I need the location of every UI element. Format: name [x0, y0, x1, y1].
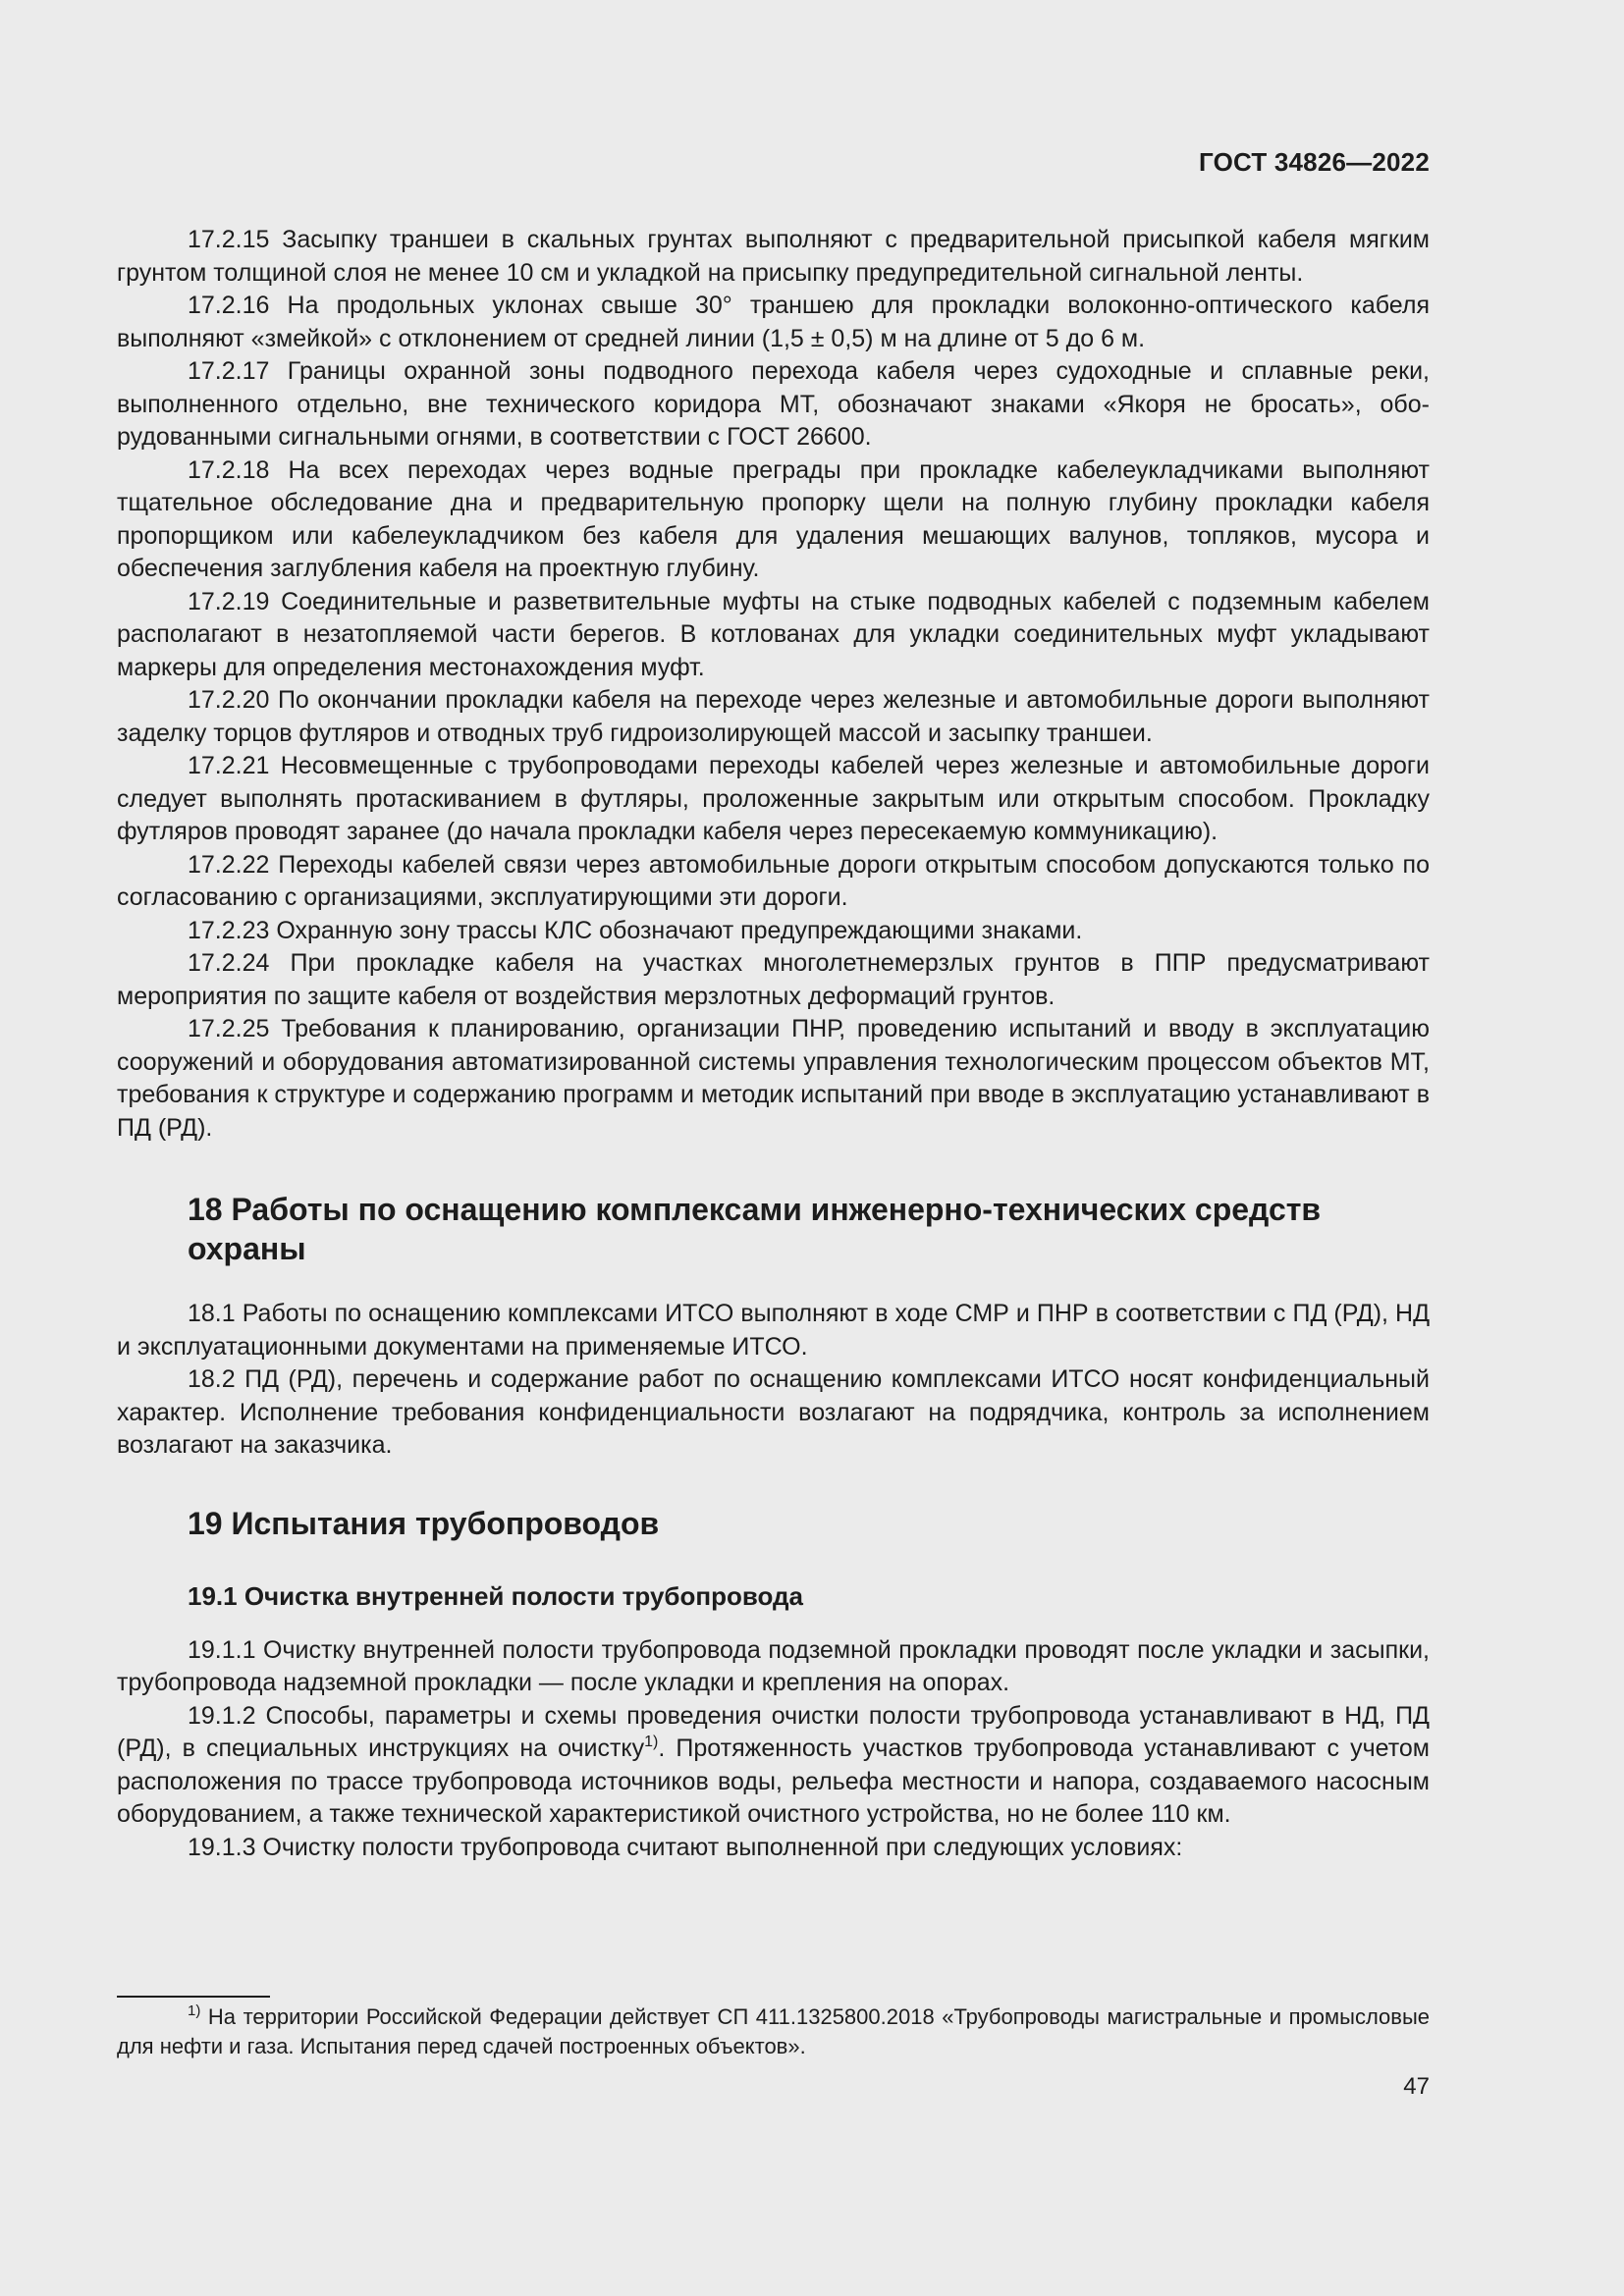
paragraph-19-1-1: 19.1.1 Очистку внутренней полости трубопровода подземной прокладки проводят после укладки и засыпки, трубопровода надземной прокладки — после укладки и крепления на опорах. — [117, 1635, 1430, 1696]
footnote-text: На территории Российской Федерации действует СП 411.1325800.2018 «Трубопроводы магистральные и промысловые для нефти и газа. Испытания перед сдачей построенных объектов». — [117, 2004, 1430, 2058]
footnote-mark: 1) — [188, 2002, 201, 2019]
paragraph-19-1-3: 19.1.3 Очистку полости трубопровода считают выполненной при следующих условиях: — [188, 1833, 1183, 1861]
paragraph-17-2-24: 17.2.24 При прокладке кабеля на участках многолетнемерзлых грунтов в ППР предусматривают мероприятия по защите кабеля от воздействия мерзлотных деформаций грунтов. — [117, 949, 1430, 1010]
footnote — [117, 2002, 1430, 2061]
paragraph-17-2-25: 17.2.25 Требования к планированию, организации ПНР, проведению испытаний и вводу в эксплуатацию сооружений и оборудования автоматизированной системы управления технологическим процессом объектов МТ, требования к структуре и содержанию программ и методик испытаний при вводе в эксплуатацию устанавливают в ПД (РД). — [117, 1015, 1430, 1142]
paragraph-17-2-19: 17.2.19 Соединительные и разветвительные муфты на стыке подводных кабелей с подземным кабелем располагают в незатопляемой части берегов. В котлованах для укладки соединительных муфт укладывают маркеры для определения местонахождения муфт. — [117, 587, 1430, 681]
paragraph-17-2-18: 17.2.18 На всех переходах через водные преграды при прокладке кабелеукладчиками выполняют тщательное обследование дна и предварительную пропорку щели на полную глубину прокладки кабеля пропорщиком или кабелеукладчиком без кабеля для удаления мешающих валунов, топляков, мусора и обеспечения заглубления кабеля на проектную глубину. — [117, 455, 1430, 582]
section-18-heading: 18 Работы по оснащению комплексами инженерно-технических средств охраны — [188, 1192, 1322, 1266]
subsection-19-1-heading: 19.1 Очистка внутренней полости трубопровода — [188, 1580, 803, 1611]
footnote-reference-mark: 1) — [644, 1734, 659, 1750]
paragraph-19-1-2-text-start: 19.1.2 Способы, параметры и схемы проведения очистки полости трубопровода устанавливают в НД, ПД (РД), в специальных инструкциях на очистку — [117, 1701, 1430, 1762]
paragraph-18-1: 18.1 Работы по оснащению комплексами ИТСО выполняют в ходе СМР и ПНР в соответствии с ПД (РД), НД и эксплуатационными документами на применяемые ИТСО. — [117, 1300, 1430, 1361]
paragraph-17-2-20: 17.2.20 По окончании прокладки кабеля на переходе через железные и автомобильные дороги выполняют заделку торцов футляров и отводных труб гидроизолирующей массой и засыпку траншеи. — [117, 686, 1430, 747]
paragraph-17-2-16: 17.2.16 На продольных уклонах свыше 30° траншею для прокладки волоконно-оптического кабеля выполняют «змейкой» с отклонением от средней линии (1,5 ± 0,5) м на длине от 5 до 6 м. — [117, 292, 1430, 352]
document-header: ГОСТ 34826—2022 — [1199, 147, 1430, 177]
footnote-separator — [117, 1996, 270, 1998]
paragraph-19-1-2-text-end: . Протяженность участков трубопровода устанавливают с учетом расположения по трассе трубопровода источников воды, рельефа местности и напора, создаваемого насосным оборудованием, а также технической характеристикой очистного устройства, но не более 110 км. — [117, 1735, 1430, 1828]
page-number: 47 — [1403, 2073, 1430, 2100]
section-19-heading: 19 Испытания трубопроводов — [188, 1505, 660, 1541]
paragraph-18-2: 18.2 ПД (РД), перечень и содержание работ по оснащению комплексами ИТСО носят конфиденциальный характер. Исполнение требования конфиденциальности возлагают на подрядчика, контроль за исполнением возлагают на заказчика. — [117, 1365, 1430, 1459]
paragraph-17-2-15: 17.2.15 Засыпку траншеи в скальных грунтах выполняют с предварительной присыпкой кабеля мягким грунтом толщиной слоя не менее 10 см и укладкой на присыпку предупредительной сигнальной ленты. — [117, 226, 1430, 287]
paragraph-19-1-2 — [117, 1700, 1430, 1832]
paragraph-17-2-23: 17.2.23 Охранную зону трассы КЛС обозначают предупреждающими знаками. — [188, 916, 1083, 944]
page-content — [117, 224, 1430, 1864]
paragraph-17-2-17: 17.2.17 Границы охранной зоны подводного перехода кабеля через судоходные и сплавные реки, выполненного отдельно, вне технического коридора МТ, обозначают знаками «Якоря не бросать», оборудованными сигнальными огнями, в соответствии с ГОСТ 26600. — [117, 357, 1430, 451]
document-page — [117, 0, 1430, 2296]
paragraph-17-2-22: 17.2.22 Переходы кабелей связи через автомобильные дороги открытым способом допускаются только по согласованию с организациями, эксплуатирующими эти дороги. — [117, 850, 1430, 911]
paragraph-17-2-21: 17.2.21 Несовмещенные с трубопроводами переходы кабелей через железные и автомобильные дороги следует выполнять протаскиванием в футляры, проложенные закрытым или открытым способом. Прокладку футляров проводят заранее (до начала прокладки кабеля через пересекаемую коммуникацию). — [117, 752, 1430, 845]
